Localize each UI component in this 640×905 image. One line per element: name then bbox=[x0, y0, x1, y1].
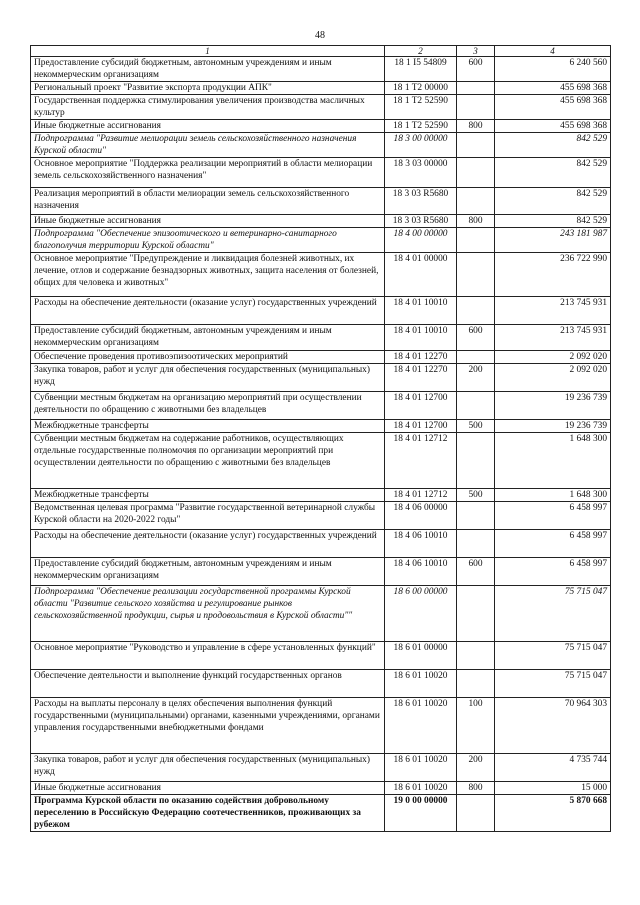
table-row bbox=[31, 670, 611, 698]
row-sum: 15 000 bbox=[495, 782, 611, 795]
table-row bbox=[31, 82, 611, 95]
table-row bbox=[31, 642, 611, 670]
row-sum: 4 735 744 bbox=[495, 754, 611, 782]
row-sum: 19 236 739 bbox=[495, 420, 611, 433]
row-code: 18 4 01 12700 bbox=[385, 420, 457, 433]
row-code: 18 4 06 10010 bbox=[385, 558, 457, 586]
row-code: 18 4 01 10010 bbox=[385, 297, 457, 325]
row-name: Субвенции местным бюджетам на организацию мероприятий при осуществлении деятельности по обращению с животными без владельцев bbox=[31, 392, 385, 420]
table-row bbox=[31, 297, 611, 325]
row-sum: 455 698 368 bbox=[495, 120, 611, 133]
row-sum: 19 236 739 bbox=[495, 392, 611, 420]
row-name: Подпрограмма "Обеспечение эпизоотического и ветеринарно-санитарного благополучия территории Курской области" bbox=[31, 228, 385, 253]
row-code: 18 4 01 12700 bbox=[385, 392, 457, 420]
row-code: 18 1 T2 00000 bbox=[385, 82, 457, 95]
table-row bbox=[31, 586, 611, 642]
row-name: Расходы на выплаты персоналу в целях обеспечения выполнения функций государственными (муниципальными) органами, казенными учреждениями, органами управления государственными внебюджетными фондами bbox=[31, 698, 385, 754]
row-code: 18 3 00 00000 bbox=[385, 133, 457, 158]
row-sum: 842 529 bbox=[495, 158, 611, 188]
row-code: 18 6 01 10020 bbox=[385, 754, 457, 782]
row-sum: 455 698 368 bbox=[495, 95, 611, 120]
row-sum: 6 458 997 bbox=[495, 502, 611, 530]
row-name: Подпрограмма "Развитие мелиорации земель сельскохозяйственного назначения Курской области" bbox=[31, 133, 385, 158]
row-name: Программа Курской области по оказанию содействия добровольному переселению в Российскую Федерацию соотечественников, проживающих за рубежом bbox=[31, 795, 385, 832]
row-code: 18 4 01 12712 bbox=[385, 433, 457, 489]
row-name: Расходы на обеспечение деятельности (оказание услуг) государственных учреждений bbox=[31, 297, 385, 325]
row-code: 18 3 03 00000 bbox=[385, 158, 457, 188]
header-sum: 4 bbox=[495, 46, 611, 57]
row-vr: 200 bbox=[457, 754, 495, 782]
row-code: 18 4 01 12270 bbox=[385, 364, 457, 392]
row-vr bbox=[457, 351, 495, 364]
row-code: 18 3 03 R5680 bbox=[385, 215, 457, 228]
row-vr: 500 bbox=[457, 420, 495, 433]
page-number: 48 bbox=[315, 30, 325, 41]
row-name: Государственная поддержка стимулирования увеличения производства масличных культур bbox=[31, 95, 385, 120]
row-code: 18 6 00 00000 bbox=[385, 586, 457, 642]
row-code: 18 4 06 10010 bbox=[385, 530, 457, 558]
row-vr bbox=[457, 502, 495, 530]
row-sum: 6 458 997 bbox=[495, 558, 611, 586]
row-code: 18 3 03 R5680 bbox=[385, 188, 457, 215]
row-sum: 236 722 990 bbox=[495, 253, 611, 297]
table-row bbox=[31, 420, 611, 433]
row-vr: 600 bbox=[457, 558, 495, 586]
table-header-row bbox=[31, 46, 611, 57]
row-code: 18 4 00 00000 bbox=[385, 228, 457, 253]
row-vr bbox=[457, 297, 495, 325]
table-row bbox=[31, 120, 611, 133]
row-name: Предоставление субсидий бюджетным, автономным учреждениям и иным некоммерческим организациям bbox=[31, 325, 385, 351]
header-vr: 3 bbox=[457, 46, 495, 57]
table-row bbox=[31, 133, 611, 158]
table-row bbox=[31, 325, 611, 351]
row-sum: 5 870 668 bbox=[495, 795, 611, 832]
row-vr: 500 bbox=[457, 489, 495, 502]
row-vr bbox=[457, 82, 495, 95]
row-code: 18 6 01 10020 bbox=[385, 670, 457, 698]
row-name: Обеспечение деятельности и выполнение функций государственных органов bbox=[31, 670, 385, 698]
row-name: Основное мероприятие "Руководство и управление в сфере установленных функций" bbox=[31, 642, 385, 670]
row-vr bbox=[457, 795, 495, 832]
row-vr bbox=[457, 642, 495, 670]
row-sum: 75 715 047 bbox=[495, 670, 611, 698]
row-vr: 800 bbox=[457, 215, 495, 228]
table-row bbox=[31, 215, 611, 228]
row-name: Иные бюджетные ассигнования bbox=[31, 120, 385, 133]
table-row bbox=[31, 698, 611, 754]
row-code: 18 6 01 10020 bbox=[385, 698, 457, 754]
row-vr: 800 bbox=[457, 120, 495, 133]
table-row bbox=[31, 228, 611, 253]
row-code: 18 6 01 10020 bbox=[385, 782, 457, 795]
table-row bbox=[31, 364, 611, 392]
row-name: Межбюджетные трансферты bbox=[31, 420, 385, 433]
table-row bbox=[31, 795, 611, 832]
row-name: Региональный проект "Развитие экспорта продукции АПК" bbox=[31, 82, 385, 95]
table-row bbox=[31, 754, 611, 782]
table-row bbox=[31, 782, 611, 795]
row-sum: 75 715 047 bbox=[495, 642, 611, 670]
row-vr bbox=[457, 133, 495, 158]
row-sum: 213 745 931 bbox=[495, 325, 611, 351]
row-vr bbox=[457, 530, 495, 558]
row-name: Реализация мероприятий в области мелиорации земель сельскохозяйственного назначения bbox=[31, 188, 385, 215]
row-name: Подпрограмма "Обеспечение реализации государственной программы Курской области "Развитие сельского хозяйства и регулирование рынков сельскохозяйственной продукции, сырья и продовольствия в Курской области"" bbox=[31, 586, 385, 642]
row-sum: 2 092 020 bbox=[495, 351, 611, 364]
table-row bbox=[31, 351, 611, 364]
table-row bbox=[31, 188, 611, 215]
table-row bbox=[31, 502, 611, 530]
row-vr bbox=[457, 392, 495, 420]
row-vr: 200 bbox=[457, 364, 495, 392]
header-name: 1 bbox=[31, 46, 385, 57]
row-name: Закупка товаров, работ и услуг для обеспечения государственных (муниципальных) нужд bbox=[31, 754, 385, 782]
header-code: 2 bbox=[385, 46, 457, 57]
row-sum: 213 745 931 bbox=[495, 297, 611, 325]
row-sum: 2 092 020 bbox=[495, 364, 611, 392]
table-row bbox=[31, 158, 611, 188]
row-sum: 842 529 bbox=[495, 188, 611, 215]
row-code: 18 4 01 12270 bbox=[385, 351, 457, 364]
row-vr bbox=[457, 188, 495, 215]
row-code: 18 4 06 00000 bbox=[385, 502, 457, 530]
table-row bbox=[31, 253, 611, 297]
row-name: Основное мероприятие "Предупреждение и ликвидация болезней животных, их лечение, отлов и содержание безнадзорных животных, защита населения от болезней, общих для человека и животных" bbox=[31, 253, 385, 297]
row-vr bbox=[457, 670, 495, 698]
row-code: 18 4 01 00000 bbox=[385, 253, 457, 297]
row-sum: 6 240 560 bbox=[495, 57, 611, 82]
row-name: Иные бюджетные ассигнования bbox=[31, 782, 385, 795]
row-vr: 600 bbox=[457, 325, 495, 351]
table-row bbox=[31, 433, 611, 489]
table-row bbox=[31, 489, 611, 502]
row-code: 19 0 00 00000 bbox=[385, 795, 457, 832]
row-name: Обеспечение проведения противоэпизоотических мероприятий bbox=[31, 351, 385, 364]
row-code: 18 4 01 10010 bbox=[385, 325, 457, 351]
table-row bbox=[31, 558, 611, 586]
table-row bbox=[31, 530, 611, 558]
row-vr bbox=[457, 95, 495, 120]
row-name: Предоставление субсидий бюджетным, автономным учреждениям и иным некоммерческим организациям bbox=[31, 558, 385, 586]
row-sum: 243 181 987 bbox=[495, 228, 611, 253]
budget-table bbox=[30, 45, 611, 832]
row-name: Межбюджетные трансферты bbox=[31, 489, 385, 502]
table-row bbox=[31, 95, 611, 120]
row-vr bbox=[457, 228, 495, 253]
row-vr: 100 bbox=[457, 698, 495, 754]
row-vr bbox=[457, 433, 495, 489]
row-vr bbox=[457, 586, 495, 642]
row-vr bbox=[457, 253, 495, 297]
row-name: Иные бюджетные ассигнования bbox=[31, 215, 385, 228]
row-sum: 1 648 300 bbox=[495, 489, 611, 502]
row-vr: 800 bbox=[457, 782, 495, 795]
row-sum: 842 529 bbox=[495, 215, 611, 228]
row-code: 18 4 01 12712 bbox=[385, 489, 457, 502]
row-sum: 455 698 368 bbox=[495, 82, 611, 95]
row-name: Ведомственная целевая программа "Развитие государственной ветеринарной службы Курской области на 2020-2022 годы" bbox=[31, 502, 385, 530]
table-row bbox=[31, 392, 611, 420]
row-name: Основное мероприятие "Поддержка реализации мероприятий в области мелиорации земель сельскохозяйственного назначения" bbox=[31, 158, 385, 188]
row-name: Предоставление субсидий бюджетным, автономным учреждениям и иным некоммерческим организациям bbox=[31, 57, 385, 82]
row-code: 18 6 01 00000 bbox=[385, 642, 457, 670]
row-sum: 6 458 997 bbox=[495, 530, 611, 558]
row-vr: 600 bbox=[457, 57, 495, 82]
row-code: 18 1 T2 52590 bbox=[385, 120, 457, 133]
table-row bbox=[31, 57, 611, 82]
row-sum: 75 715 047 bbox=[495, 586, 611, 642]
row-sum: 1 648 300 bbox=[495, 433, 611, 489]
row-vr bbox=[457, 158, 495, 188]
row-sum: 70 964 303 bbox=[495, 698, 611, 754]
row-name: Расходы на обеспечение деятельности (оказание услуг) государственных учреждений bbox=[31, 530, 385, 558]
row-code: 18 1 T2 52590 bbox=[385, 95, 457, 120]
row-name: Субвенции местным бюджетам на содержание работников, осуществляющих отдельные государственные полномочия по организации мероприятий при осуществлении деятельности по обращению с животными без владельцев bbox=[31, 433, 385, 489]
row-name: Закупка товаров, работ и услуг для обеспечения государственных (муниципальных) нужд bbox=[31, 364, 385, 392]
row-sum: 842 529 bbox=[495, 133, 611, 158]
row-code: 18 1 I5 54809 bbox=[385, 57, 457, 82]
